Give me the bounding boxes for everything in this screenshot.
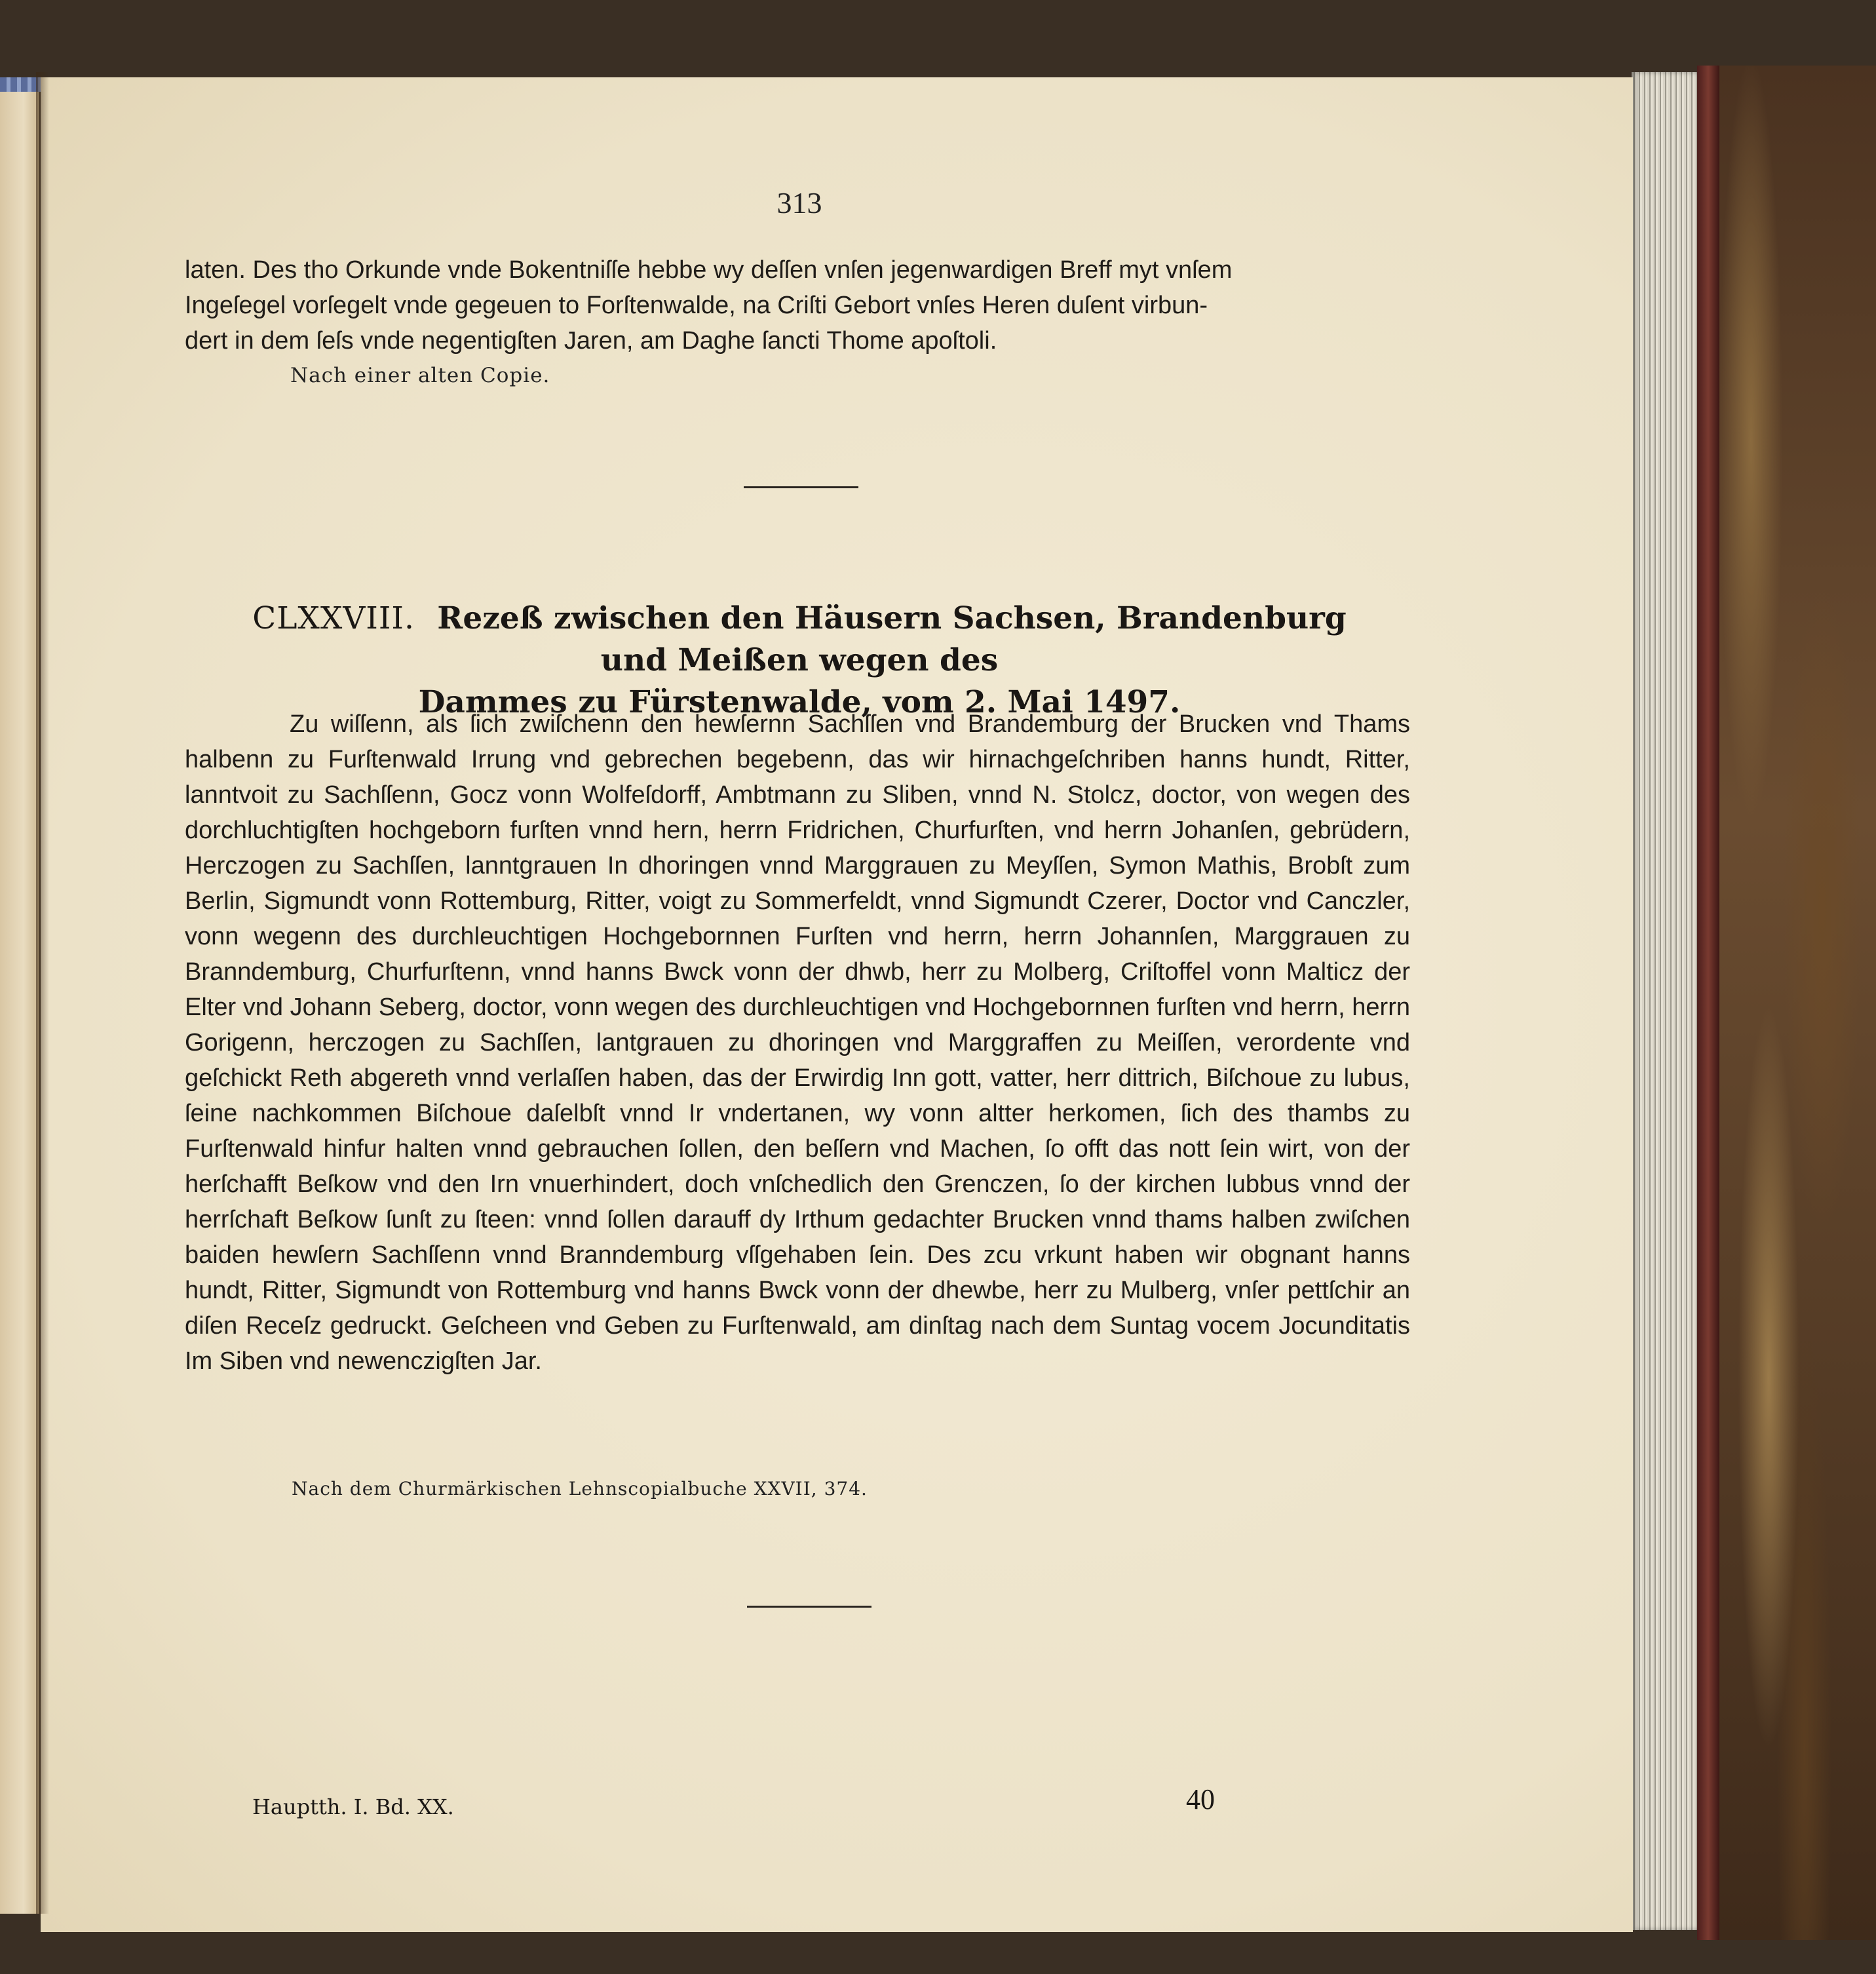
signature-mark: Hauptth. I. Bd. XX.	[252, 1794, 454, 1819]
book-cover-spine-edge	[1697, 66, 1719, 1940]
document-title-line-2: Dammes zu Fürstenwalde, vom 2. Mai 1497.	[418, 684, 1181, 720]
source-note-lehnscopialbuch: Nach dem Churmärkischen Lehnscopialbuche XXVII, 374.	[292, 1478, 868, 1500]
sheet-number: 40	[1186, 1783, 1215, 1815]
page-edges-stack	[1632, 72, 1697, 1930]
book-cover-marbled	[1697, 66, 1876, 1940]
continuation-paragraph	[185, 252, 1410, 358]
left-page-edge	[0, 79, 39, 1914]
continuation-line-2: Ingeſegel vorſegelt vnde gegeuen to Forſtenwalde, na Criſti Gebort vnſes Heren duſent virbun-	[185, 292, 1208, 319]
source-note-copy: Nach einer alten Copie.	[290, 364, 550, 387]
continuation-line-3: dert in dem ſeſs vnde negentigſten Jaren, am Daghe ſancti Thome apoſtoli.	[185, 327, 997, 355]
page-number: 313	[776, 186, 822, 220]
document-body-paragraph: Zu wiſſenn, als ſich zwiſchenn den hewſernn Sachſſen vnd Brandemburg der Brucken vnd Thams halbenn zu Furſtenwald Irrung vnd gebrechen begebenn, das wir hirnachgeſchriben hanns hundt, Ritter, lanntvoit zu Sachſſenn, Gocz vonn Wolfeſdorff, Ambtmann zu Sliben, vnnd N. Stolcz, doctor, von wegen des dorchluchtigſten hochgeborn furſten vnnd hern, herrn Fridrichen, Churfurſten, vnd herrn Johanſen, gebrüdern, Herczogen zu Sachſſen, lanntgrauen In dhoringen vnnd Marggrauen zu Meyſſen, Symon Mathis, Brobſt zum Berlin, Sigmundt vonn Rottemburg, Ritter, voigt zu Sommerfeldt, vnnd Sigmundt Czerer, Doctor vnd Canczler, vonn wegenn des durchleuchtigen Hochgebornnen Furſten vnd herrn, herrn Johannſen, Marggrauen zu Branndemburg, Churfurſtenn, vnnd hanns Bwck vonn der dhwb, herr zu Molberg, Criſtoffel vonn Malticz der Elter vnd Johann Seberg, doctor, vonn wegen des durchleuchtigen vnd Hochgebornnen furſten vnd herrn, herrn Gorigenn, herczogen zu Sachſſen, lantgrauen zu dhoringen vnd Marggraffen zu Meiſſen, verordente vnd geſchickt Reth abgereth vnnd verlaſſen haben, das der Erwirdig Inn gott, vatter, herr dittrich, Biſchoue zu lubus, ſeine nachkommen Biſchoue daſelbſt vnnd Ir vndertanen, wy vonn altter herkomen, ſich des thambs zu Furſtenwald hinfur halten vnnd gebrauchen ſollen, den beſſern vnd Machen, ſo offt das nott ſein wirt, von der herſchafft Beſkow vnd den Irn vnuerhindert, doch vnſchedlich den Grenczen, ſo der kirchen lubbus vnnd der herrſchaft Beſkow ſunſt zu ſteen: vnnd ſollen darauff dy Irthum gedachter Brucken vnnd thams halben zwiſchen baiden hewſern Sachſſenn vnnd Branndemburg vſſgehaben ſein. Des zcu vrkunt haben wir obgnant hanns hundt, Ritter, Sigmundt von Rottemburg vnd hanns Bwck vonn der dhewbe, herr zu Mulberg, vnſer pettſchir an diſen Receſz gedruckt. Geſcheen vnd Geben zu Furſtenwald, am dinſtag nach dem Suntag vocem Jocunditatis Im Siben vnd newenczigſten Jar.	[185, 710, 1410, 1375]
document-heading	[233, 598, 1366, 724]
gutter-shadow	[36, 72, 49, 1914]
document-body	[185, 706, 1410, 1379]
section-divider	[744, 486, 858, 488]
continuation-line-1: laten. Des tho Orkunde vnde Bokentniſſe hebbe wy deſſen vnſen jegenwardigen Breff myt vnſem	[185, 256, 1233, 284]
end-divider	[747, 1606, 871, 1608]
document-number: CLXXVIII.	[252, 600, 415, 636]
document-title-line-1: Rezeß zwischen den Häusern Sachsen, Brandenburg und Meißen wegen des	[437, 600, 1347, 678]
